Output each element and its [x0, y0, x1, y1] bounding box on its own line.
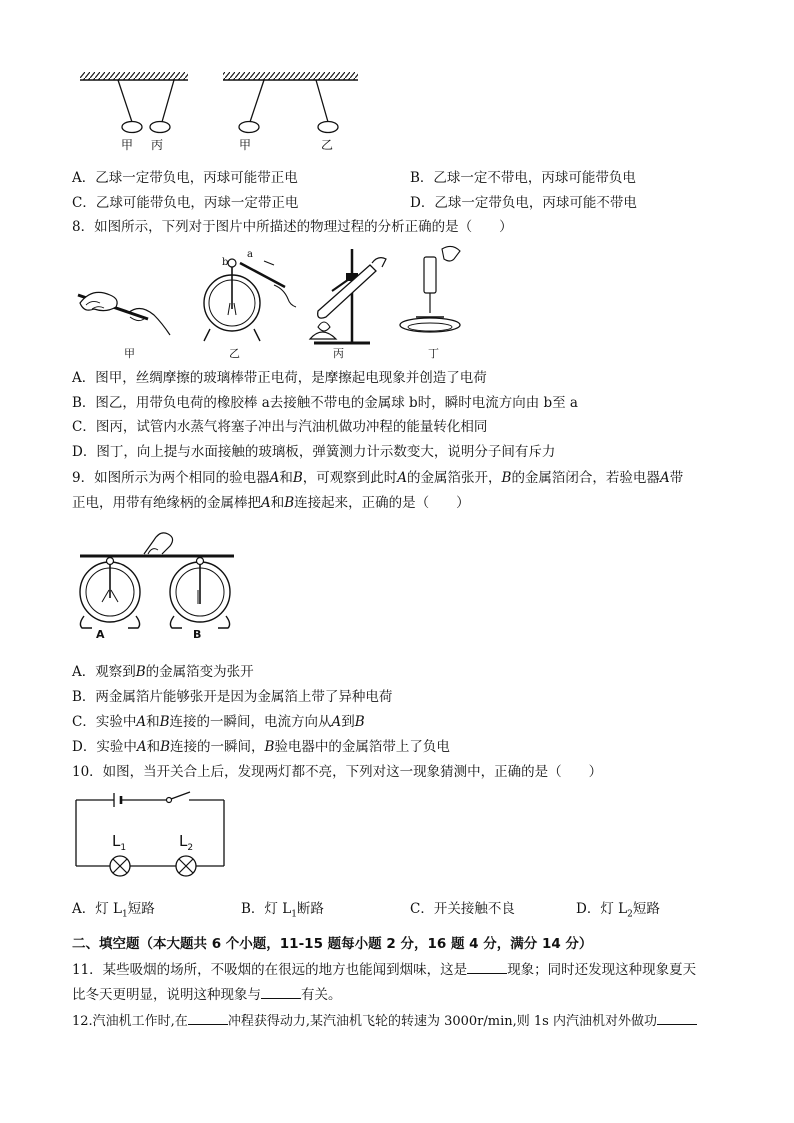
- q11-blank-2[interactable]: [261, 986, 301, 999]
- fig8-label-yi: 乙: [229, 347, 240, 360]
- q12-blank-2[interactable]: [657, 1012, 697, 1025]
- fig8-jia: [78, 292, 170, 335]
- fig8-label-jia: 甲: [124, 347, 135, 360]
- q11-line2: 比冬天更明显，说明这种现象与 有关。: [72, 987, 342, 1003]
- ceiling-right: [223, 72, 358, 80]
- ball-bing: [150, 122, 170, 133]
- q9-stem-line1: 9．如图所示为两个相同的验电器A和B，可观察到此时A的金属箔张开，B的金属箔闭合，若验电器A带: [72, 470, 684, 486]
- q7-option-a: A．乙球一定带负电，丙球可能带正电: [72, 170, 298, 186]
- fig8-yi: [204, 259, 296, 341]
- fig8-ding: [400, 246, 460, 332]
- circuit-label-l1: $L_1$: [112, 832, 127, 853]
- fig7-label-jia-1: 甲: [121, 138, 134, 152]
- q11-blank-1[interactable]: [467, 961, 507, 974]
- fig7-label-bing: 丙: [151, 138, 164, 152]
- q8-option-b: B．图乙，用带负电荷的橡胶棒 a去接触不带电的金属球 b时，瞬时电流方向由 b至 a: [72, 395, 578, 411]
- electroscope-a: [80, 558, 140, 629]
- q10-option-b: B．灯 $L_1$断路: [241, 901, 324, 920]
- q7-option-c: C．乙球可能带负电，丙球一定带正电: [72, 195, 299, 211]
- section2-title: 二、填空题（本大题共 6 个小题，11-15 题每小题 2 分，16 题 4 分，满分 14 分）: [72, 936, 593, 952]
- ceiling-left: [80, 72, 188, 80]
- q9-option-b: B．两金属箔片能够张开是因为金属箔上带了异种电荷: [72, 689, 393, 705]
- electroscope-b: [170, 558, 230, 629]
- ball-jia-1: [122, 122, 142, 133]
- q12-line1: 12.汽油机工作时,在 冲程获得动力,某汽油机飞轮的转速为 3000r/min,则 1s 内汽油机对外做功: [72, 1012, 697, 1031]
- fig8-letter-a: a: [247, 249, 253, 260]
- q10-stem: 10．如图，当开关合上后，发现两灯都不亮，下列对这一现象猜测中，正确的是（ ）: [72, 764, 603, 780]
- q12-blank-1[interactable]: [188, 1012, 228, 1025]
- fig8-bing: [310, 249, 386, 343]
- q7-option-b: B．乙球一定不带电，丙球可能带负电: [410, 170, 636, 186]
- q9-stem-line2: 正电，用带有绝缘柄的金属棒把A和B连接起来，正确的是（ ）: [72, 495, 470, 511]
- fig8-label-ding: 丁: [428, 347, 439, 360]
- circuit-label-l2: $L_2$: [179, 832, 194, 853]
- q8-option-d: D．图丁，向上提与水面接触的玻璃板，弹簧测力计示数变大，说明分子间有斥力: [72, 444, 556, 460]
- q8-option-a: A．图甲，丝绸摩擦的玻璃棒带正电荷，是摩擦起电现象并创造了电荷: [72, 370, 487, 386]
- fig7-label-jia-2: 甲: [239, 138, 252, 152]
- ball-yi: [318, 122, 338, 133]
- q10-option-d: D．灯 $L_2$短路: [576, 901, 660, 920]
- fig9-label-b: B: [193, 628, 202, 641]
- q8-stem: 8．如图所示，下列对于图片中所描述的物理过程的分析正确的是（ ）: [72, 219, 513, 235]
- q10-option-c: C．开关接触不良: [410, 901, 515, 917]
- q10-circuit: [74, 790, 234, 878]
- q11-line1: 11．某些吸烟的场所，不吸烟的在很远的地方也能闻到烟味，这是 现象；同时还发现这种现象夏天: [72, 962, 697, 978]
- q8-option-c: C．图丙，试管内水蒸气将塞子冲出与汽油机做功冲程的能量转化相同: [72, 419, 488, 435]
- q9-option-d: D．实验中A和B连接的一瞬间，B验电器中的金属箔带上了负电: [72, 739, 450, 755]
- fig8-letter-b: b: [222, 257, 229, 268]
- q9-option-c: C．实验中A和B连接的一瞬间，电流方向从A到B: [72, 714, 365, 730]
- q10-option-a: A．灯 $L_1$短路: [72, 901, 155, 920]
- fig9-label-a: A: [96, 628, 105, 641]
- q9-option-a: A．观察到B的金属箔变为张开: [72, 664, 254, 680]
- ball-jia-2: [239, 122, 259, 133]
- fig8-label-bing: 丙: [333, 347, 344, 360]
- q7-option-d: D．乙球一定带负电，丙球可能不带电: [410, 195, 637, 211]
- fig7-label-yi: 乙: [321, 138, 334, 152]
